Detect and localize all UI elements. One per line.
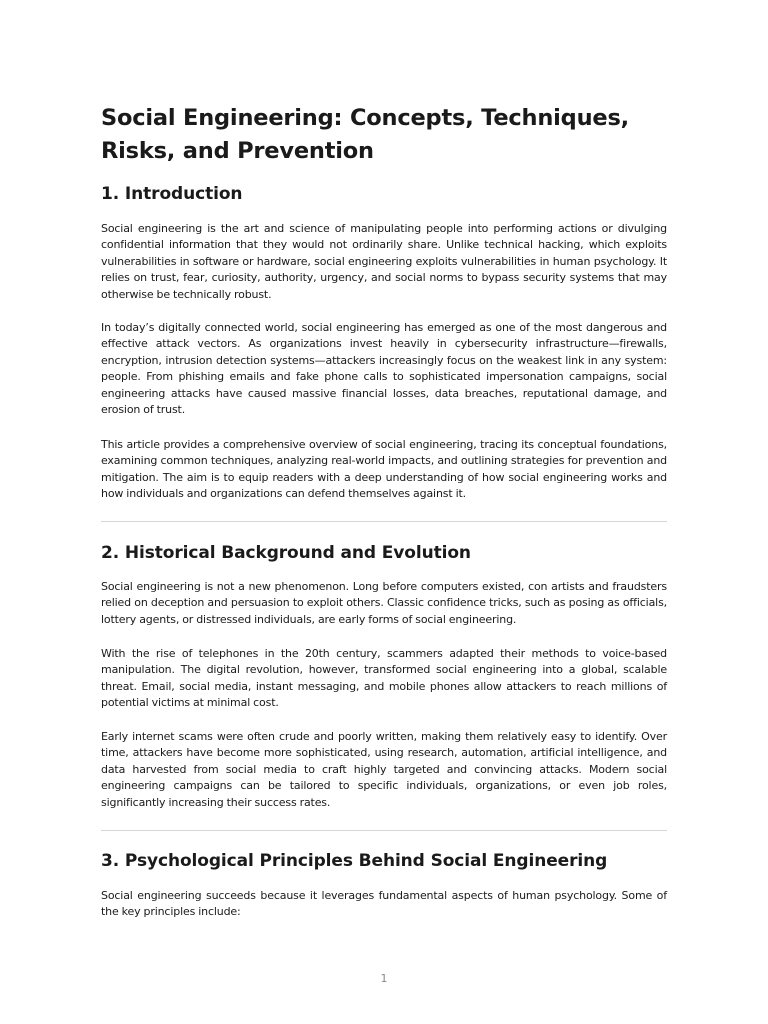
paragraph: Social engineering is the art and science of manipulating people into performing actions or divulging confidential information that they would not ordinarily share. Unlike technical hacking, which exploits vulnerabilities in software or hardware, social engineering exploits vulnerabilities in human psychology. It relies on trust, fear, curiosity, authority, urgency, and social norms to bypass security systems that may otherwise be technically robust.: [101, 222, 667, 301]
page-number: 1: [380, 972, 388, 985]
paragraph: With the rise of telephones in the 20th century, scammers adapted their methods to voice-based manipulation. The digital revolution, however, transformed social engineering into a global, scalable threat. Email, social media, instant messaging, and mobile phones allow attackers to reach millions of potential victims at minimal cost.: [101, 647, 667, 710]
section-divider: [101, 830, 667, 831]
document-title: Social Engineering: Concepts, Techniques, Risks, and Prevention: [101, 105, 629, 164]
paragraph: This article provides a comprehensive overview of social engineering, tracing its conceptual foundations, examining common techniques, analyzing real-world impacts, and outlining strategies for prevention and mitigation. The aim is to equip readers with a deep understanding of how social engineering works and how individuals and organizations can defend themselves against it.: [101, 438, 667, 501]
section-heading-psychology: 3. Psychological Principles Behind Social Engineering: [101, 851, 608, 871]
paragraph: Social engineering succeeds because it leverages fundamental aspects of human psychology. Some of the key principles include:: [101, 889, 667, 919]
paragraph: Social engineering is not a new phenomenon. Long before computers existed, con artists and fraudsters relied on deception and persuasion to exploit others. Classic confidence tricks, such as posing as officials, lottery agents, or distressed individuals, are early forms of social engineering.: [101, 580, 667, 626]
section-divider: [101, 521, 667, 522]
paragraph: In today’s digitally connected world, social engineering has emerged as one of the most dangerous and effective attack vectors. As organizations invest heavily in cybersecurity infrastructure—firewalls, encryption, intrusion detection systems—attackers increasingly focus on the weakest link in any system: people. From phishing emails and fake phone calls to sophisticated impersonation campaigns, social engineering attacks have caused massive financial losses, data breaches, reputational damage, and erosion of trust.: [101, 321, 667, 417]
section-heading-history: 2. Historical Background and Evolution: [101, 543, 471, 563]
paragraph: Early internet scams were often crude and poorly written, making them relatively easy to identify. Over time, attackers have become more sophisticated, using research, automation, artificial intelligence, and data harvested from social media to craft highly targeted and convincing attacks. Modern social engineering campaigns can be tailored to specific individuals, organizations, or even job roles, significantly increasing their success rates.: [101, 730, 667, 809]
section-heading-introduction: 1. Introduction: [101, 184, 243, 204]
